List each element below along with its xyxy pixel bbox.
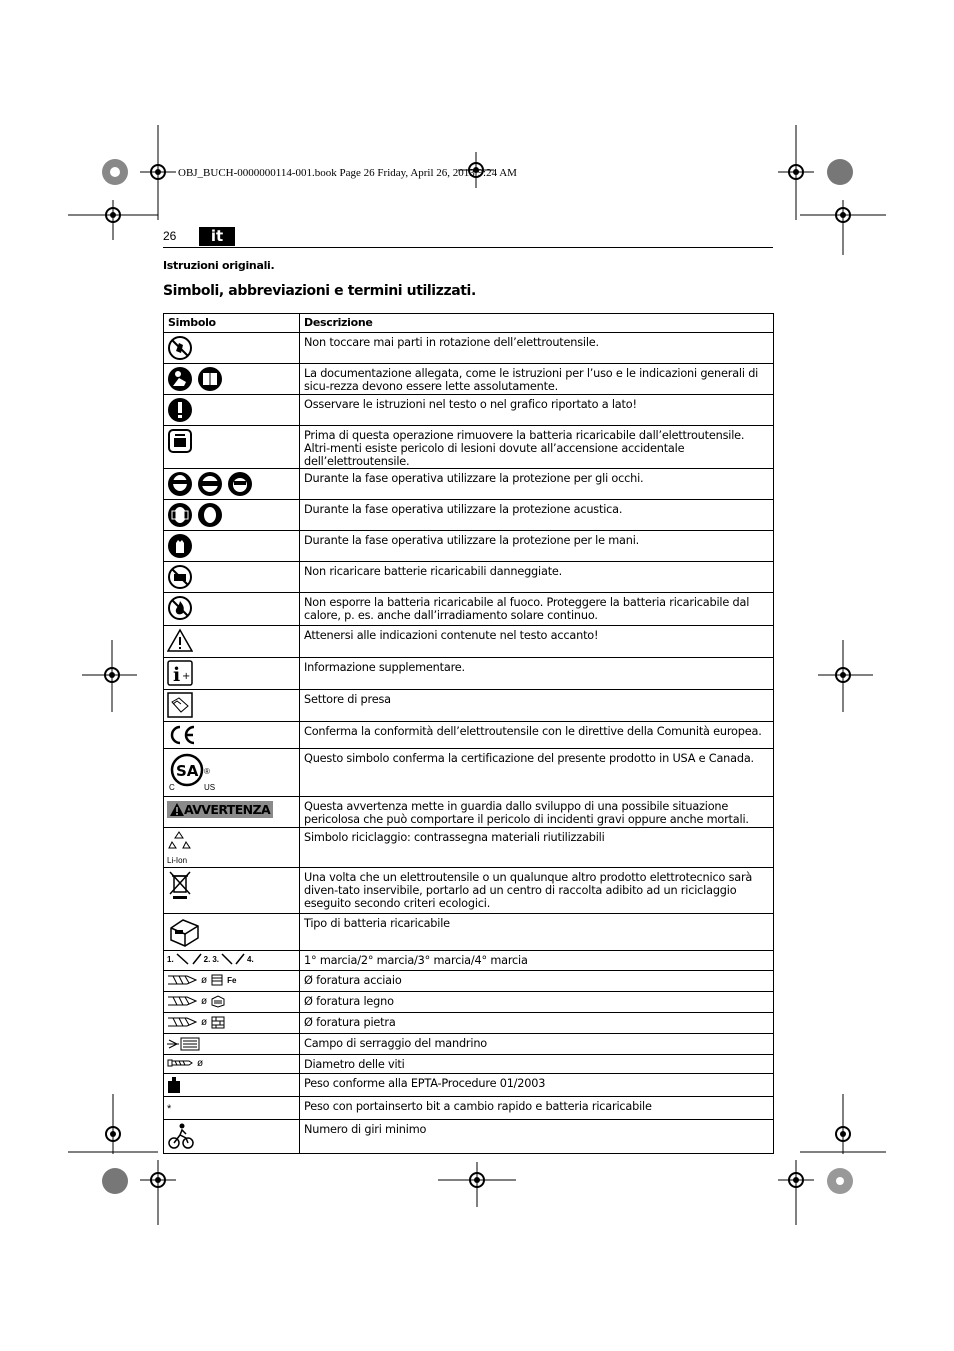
symbol-description: Durante la fase operativa utilizzare la protezione acustica. xyxy=(300,500,774,531)
gear1-screw-icon xyxy=(176,953,190,965)
table-row xyxy=(164,749,774,797)
crosshair-icon xyxy=(438,1162,516,1207)
table-row xyxy=(164,1034,774,1055)
screw-diameter-icon xyxy=(167,1057,193,1069)
symbol-description: Campo di serraggio del mandrino xyxy=(300,1034,774,1055)
table-row xyxy=(164,1120,774,1154)
ear-muffs-icon xyxy=(197,502,223,528)
table-row xyxy=(164,500,774,531)
gear2-label: 2. xyxy=(203,954,211,964)
header-divider xyxy=(163,247,773,248)
crosshair-icon xyxy=(140,1160,176,1225)
eye-protection-icon xyxy=(167,471,193,497)
table-row xyxy=(164,1097,774,1120)
symbol-description: Prima di questa operazione rimuovere la batteria ricaricabile dall’elettroutensile. Altri-menti esiste pericolo di lesioni dovute all’accensione accidentale dell’elettroutensile. xyxy=(300,426,774,469)
crosshair-icon xyxy=(800,1094,886,1154)
battery-pack-icon xyxy=(167,916,201,948)
crosshair-icon xyxy=(800,200,886,255)
warning-badge-label: AVVERTENZA xyxy=(184,802,271,817)
safety-goggles-icon xyxy=(197,471,223,497)
column-header-description: Descrizione xyxy=(300,314,774,333)
drill-steel-icon xyxy=(211,973,223,987)
drill-wood-icon xyxy=(211,994,225,1008)
table-row xyxy=(164,1074,774,1097)
registration-mark-icon xyxy=(100,1166,130,1196)
table-row xyxy=(164,333,774,364)
symbol-description: Non ricaricare batterie ricaricabili danneggiate. xyxy=(300,562,774,593)
symbol-description: Non esporre la batteria ricaricabile al fuoco. Proteggere la batteria ricaricabile dal calore, p. es. anche dall’irradiamento solare continuo. xyxy=(300,593,774,626)
symbol-description: Ø foratura pietra xyxy=(300,1013,774,1034)
warning-triangle-icon xyxy=(167,628,193,654)
symbol-description: Conferma la conformità dell’elettroutensile con le direttive della Comunità europea. xyxy=(300,722,774,749)
table-row xyxy=(164,951,774,971)
svg-text:+: + xyxy=(182,671,191,682)
symbol-description: Questa avvertenza mette in guardia dallo sviluppo di una possibile situazione pericolosa che può comportare il pericolo di incidenti gravi oppure anche mortali. xyxy=(300,797,774,828)
grip-area-icon xyxy=(167,692,193,718)
symbol-description: Informazione supplementare. xyxy=(300,658,774,690)
symbol-description: 1° marcia/2° marcia/3° marcia/4° marcia xyxy=(300,951,774,971)
registration-mark-icon xyxy=(100,157,130,187)
table-row xyxy=(164,562,774,593)
table-row xyxy=(164,593,774,626)
face-shield-icon xyxy=(227,471,253,497)
table-header-row xyxy=(164,314,774,333)
remove-battery-icon xyxy=(167,428,193,454)
chuck-range-icon xyxy=(167,1036,201,1052)
symbol-description: Attenersi alle indicazioni contenute nel testo accanto! xyxy=(300,626,774,658)
page-title: Simboli, abbreviazioni e termini utilizzati. xyxy=(163,283,476,299)
gear2-screw-icon xyxy=(192,953,202,965)
symbol-description: Osservare le istruzioni nel testo o nel grafico riportato a lato! xyxy=(300,395,774,426)
min-speed-icon xyxy=(167,1122,195,1150)
table-row xyxy=(164,426,774,469)
table-row xyxy=(164,868,774,914)
no-fire-icon xyxy=(167,595,193,621)
table-row xyxy=(164,971,774,992)
warning-badge-icon xyxy=(170,803,184,816)
manual-book-icon xyxy=(197,366,223,392)
csa-c-label: C xyxy=(169,783,175,792)
symbol-description: Questo simbolo conferma la certificazione del presente prodotto in USA e Canada. xyxy=(300,749,774,797)
recycling-icon xyxy=(167,830,191,852)
symbol-description: Durante la fase operativa utilizzare la protezione per gli occhi. xyxy=(300,469,774,500)
table-row xyxy=(164,395,774,426)
file-info-line: OBJ_BUCH-0000000114-001.book Page 26 Friday, April 26, 2013 9:24 AM xyxy=(178,167,517,179)
diameter-symbol: ø xyxy=(197,1057,204,1069)
csa-registered-mark: ® xyxy=(204,767,210,776)
table-row xyxy=(164,469,774,500)
symbol-description: Peso conforme alla EPTA-Procedure 01/2003 xyxy=(300,1074,774,1097)
language-tab: it xyxy=(199,227,235,246)
info-icon xyxy=(167,660,193,686)
symbol-description: Simbolo riciclaggio: contrassegna materiali riutilizzabili xyxy=(300,828,774,868)
symbol-description: Una volta che un elettroutensile o un qualunque altro prodotto elettrotecnico sarà diven-tato inservibile, portarlo ad un centro di raccolta adibito ad un riciclaggio eseguito secondo criteri ecologici. xyxy=(300,868,774,914)
gear4-label: 4. xyxy=(247,954,254,964)
drill-bit-icon xyxy=(167,995,197,1007)
column-header-symbol: Simbolo xyxy=(164,314,300,333)
crosshair-icon xyxy=(68,200,158,240)
read-manual-icon xyxy=(167,366,193,392)
weight-icon xyxy=(167,1076,181,1094)
svg-text:i: i xyxy=(173,664,181,686)
asterisk-icon: * xyxy=(167,1103,172,1115)
drill-bit-icon xyxy=(167,1016,197,1028)
svg-text:SA: SA xyxy=(176,762,199,780)
gear-positions-icon xyxy=(167,953,296,965)
diameter-symbol: ø xyxy=(201,1016,208,1028)
table-row xyxy=(164,722,774,749)
table-row xyxy=(164,828,774,868)
diameter-symbol: ø xyxy=(201,995,208,1007)
ce-mark-icon xyxy=(167,724,197,746)
drill-stone-icon xyxy=(211,1015,225,1029)
symbols-table xyxy=(163,313,774,1154)
fe-label: Fe xyxy=(227,975,237,985)
no-touch-rotating-icon xyxy=(167,335,193,361)
page-number: 26 xyxy=(163,229,177,243)
warning-badge xyxy=(167,801,273,818)
registration-mark-icon xyxy=(825,157,855,187)
crosshair-icon xyxy=(68,1094,158,1154)
gear4-screw-icon xyxy=(235,953,245,965)
exclamation-icon xyxy=(167,397,193,423)
document-subtitle: Istruzioni originali. xyxy=(163,259,275,272)
symbol-description: Non toccare mai parti in rotazione dell’elettroutensile. xyxy=(300,333,774,364)
symbol-description: Peso con portainserto bit a cambio rapido e batteria ricaricabile xyxy=(300,1097,774,1120)
table-row xyxy=(164,364,774,395)
no-charge-damaged-icon xyxy=(167,564,193,590)
hand-protection-icon xyxy=(167,533,193,559)
table-row xyxy=(164,1055,774,1074)
symbol-description: La documentazione allegata, come le istruzioni per l’uso e le indicazioni generali di sicu-rezza devono essere lette assolutamente. xyxy=(300,364,774,395)
crosshair-icon xyxy=(818,640,873,712)
gear1-label: 1. xyxy=(167,954,174,964)
symbol-description: Durante la fase operativa utilizzare la protezione per le mani. xyxy=(300,531,774,562)
table-row xyxy=(164,690,774,722)
symbol-description: Numero di giri minimo xyxy=(300,1120,774,1154)
table-row xyxy=(164,914,774,951)
registration-mark-icon xyxy=(825,1166,855,1196)
table-row xyxy=(164,658,774,690)
table-row xyxy=(164,531,774,562)
table-row xyxy=(164,992,774,1013)
diameter-symbol: ø xyxy=(201,974,208,986)
crosshair-icon xyxy=(82,640,137,712)
symbol-description: Ø foratura legno xyxy=(300,992,774,1013)
ear-protection-icon xyxy=(167,502,193,528)
table-row xyxy=(164,797,774,828)
gear3-label: 3. xyxy=(212,954,220,964)
symbol-description: Ø foratura acciaio xyxy=(300,971,774,992)
weee-bin-icon xyxy=(167,870,193,900)
gear3-screw-icon xyxy=(221,953,233,965)
drill-bit-icon xyxy=(167,974,197,986)
table-row xyxy=(164,626,774,658)
crosshair-icon xyxy=(778,1160,814,1225)
symbol-description: Diametro delle viti xyxy=(300,1055,774,1074)
csa-us-label: US xyxy=(204,783,216,792)
table-row xyxy=(164,1013,774,1034)
li-ion-label: Li-Ion xyxy=(167,856,188,865)
symbol-description: Tipo di batteria ricaricabile xyxy=(300,914,774,951)
symbol-description: Settore di presa xyxy=(300,690,774,722)
